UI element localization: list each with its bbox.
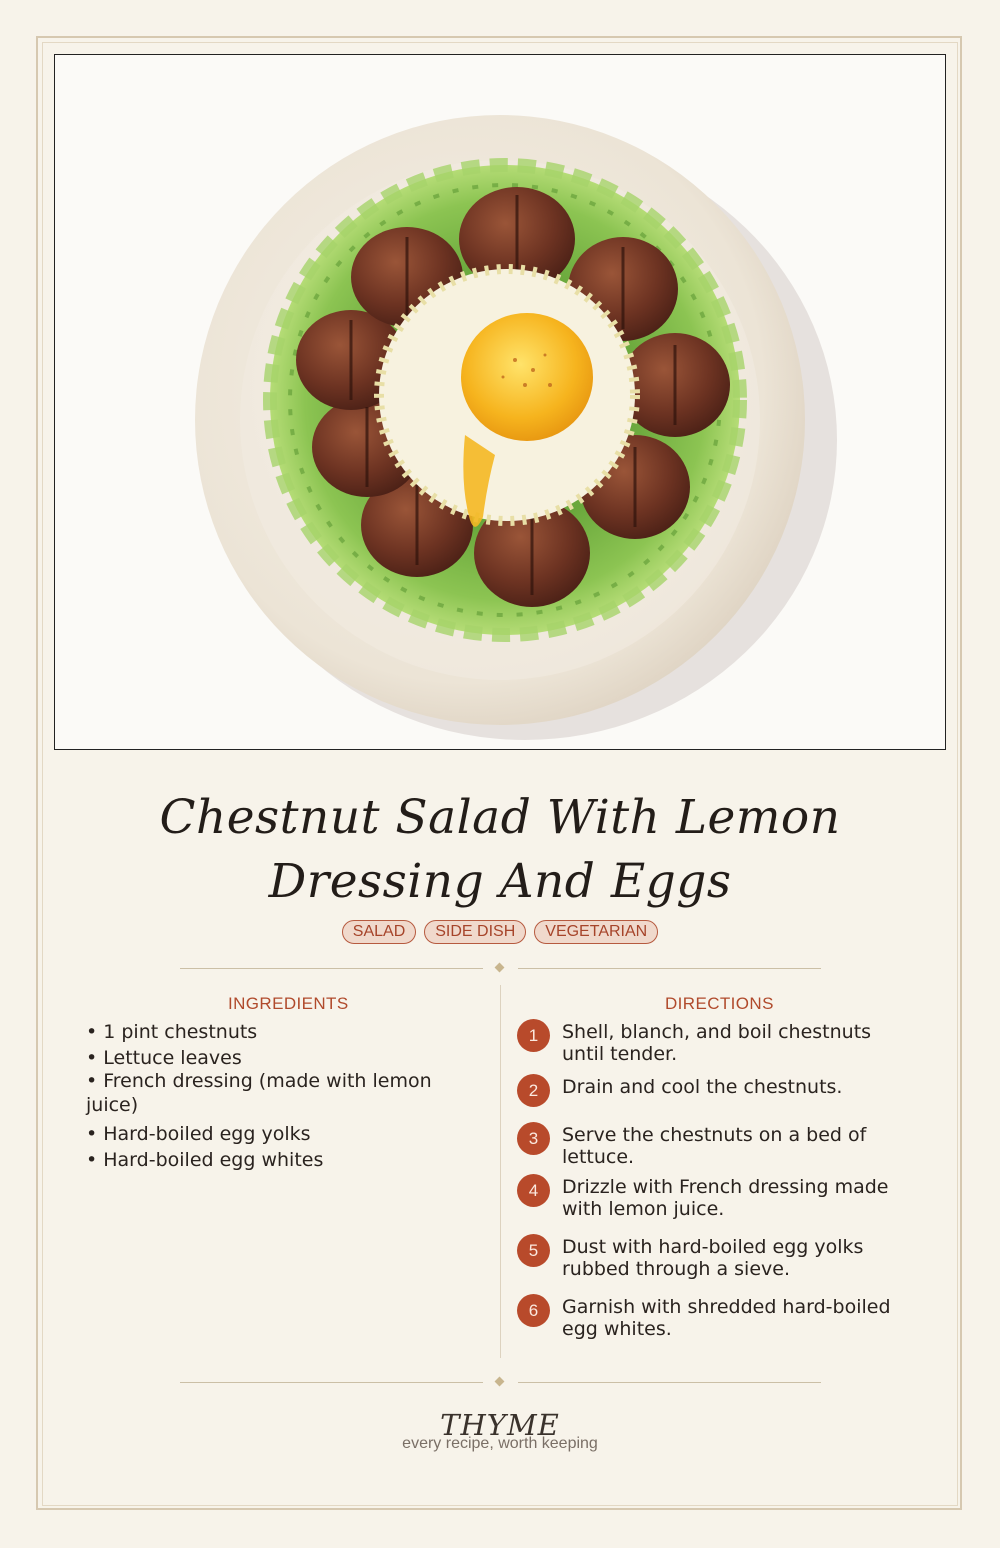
step-text: Drain and cool the chestnuts. [562, 1076, 843, 1098]
footer-divider-right [518, 1382, 821, 1383]
step-text: Shell, blanch, and boil chestnuts until tender. [562, 1021, 872, 1065]
step-number-badge: 3 [517, 1122, 550, 1155]
ingredients-heading: INGREDIENTS [228, 994, 349, 1013]
ingredient-item: • French dressing (made with lemon juice) [86, 1070, 432, 1116]
tag-salad[interactable]: SALAD [342, 920, 416, 944]
column-divider [500, 985, 501, 1358]
ingredient-item: • Lettuce leaves [86, 1047, 242, 1069]
step-number-badge: 4 [517, 1174, 550, 1207]
brand-logo: THYME [440, 1408, 560, 1442]
divider-right [518, 968, 821, 969]
step-text: Serve the chestnuts on a bed of lettuce. [562, 1124, 867, 1168]
brand-tagline: every recipe, worth keeping [402, 1435, 598, 1452]
step-text: Garnish with shredded hard-boiled egg whites. [562, 1296, 891, 1340]
step-text: Dust with hard-boiled egg yolks rubbed through a sieve. [562, 1236, 864, 1280]
directions-heading: DIRECTIONS [665, 994, 774, 1013]
step-text: Drizzle with French dressing made with lemon juice. [562, 1176, 889, 1220]
tag-list [0, 920, 1000, 944]
ingredient-item: • Hard-boiled egg yolks [86, 1123, 311, 1145]
salad-illustration [55, 55, 945, 749]
step-number-badge: 6 [517, 1294, 550, 1327]
divider-left [180, 968, 483, 969]
ingredient-item: • Hard-boiled egg whites [86, 1149, 324, 1171]
tag-side-dish[interactable]: SIDE DISH [424, 920, 526, 944]
recipe-photo [54, 54, 946, 750]
tag-vegetarian[interactable]: VEGETARIAN [534, 920, 658, 944]
step-number-badge: 5 [517, 1234, 550, 1267]
step-number-badge: 1 [517, 1019, 550, 1052]
ingredient-item: • 1 pint chestnuts [86, 1021, 258, 1043]
footer-divider-left [180, 1382, 483, 1383]
step-number-badge: 2 [517, 1074, 550, 1107]
recipe-title: Chestnut Salad With Lemon Dressing And Eggs [159, 790, 841, 909]
